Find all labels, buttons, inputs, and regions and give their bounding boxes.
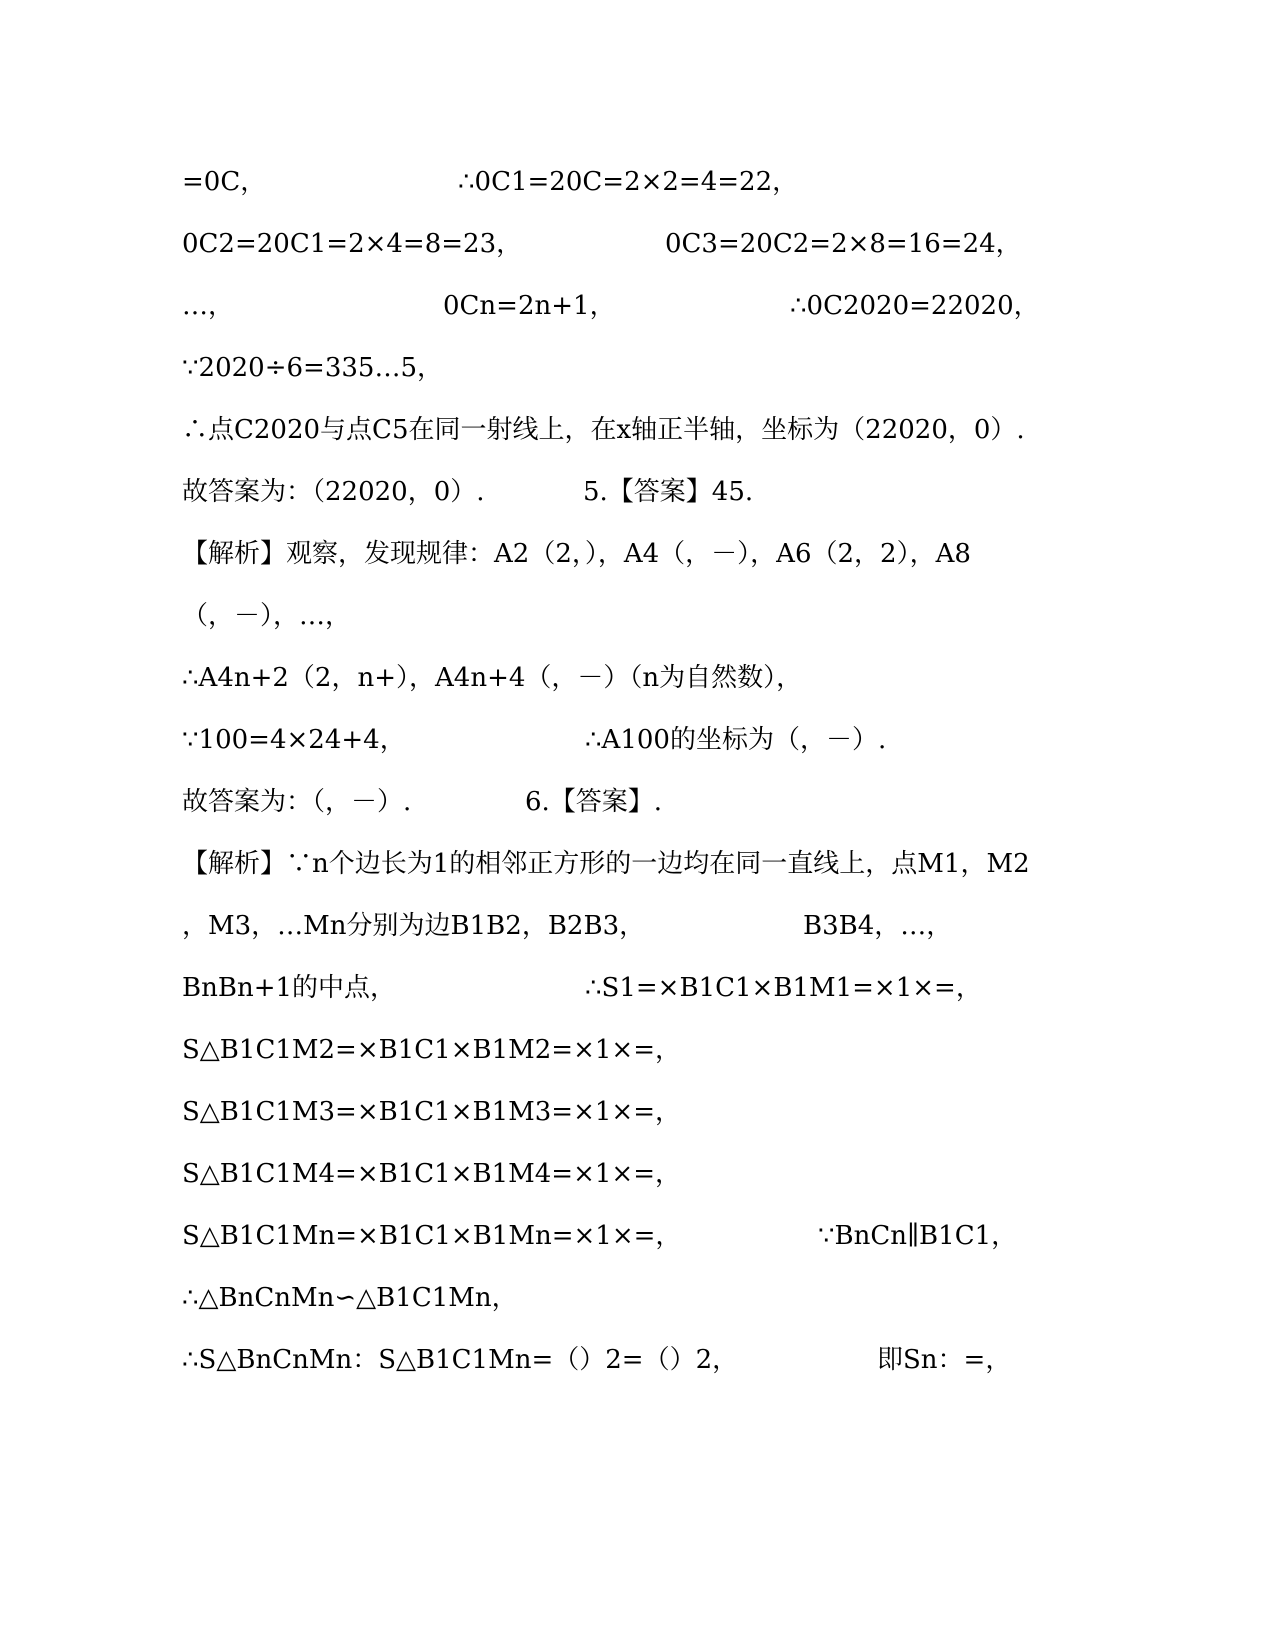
text-segment: …， — [182, 291, 235, 321]
text-segment: BnBn+1的中点， — [182, 973, 397, 1003]
text-line-13 — [0, 906, 1275, 946]
text-segment: ∴0C1=20C=2×2=4=22， — [458, 167, 799, 197]
text-segment: ∴S1=×B1C1×B1M1=×1×=， — [585, 973, 982, 1003]
text-segment: ∵BnCn∥B1C1， — [818, 1221, 1018, 1251]
text-segment: 0Cn=2n+1， — [443, 291, 616, 321]
text-segment: S△B1C1Mn=×B1C1×B1Mn=×1×=， — [182, 1221, 682, 1251]
text-segment: 【解析】观察，发现规律：A2（2，），A4（，－），A6（2，2），A8 — [182, 539, 971, 569]
text-segment: （，－），…， — [182, 601, 352, 631]
text-line-6 — [0, 472, 1275, 512]
text-line-8 — [0, 596, 1275, 636]
text-line-1 — [0, 162, 1275, 202]
text-segment: S△B1C1M4=×B1C1×B1M4=×1×=， — [182, 1159, 681, 1189]
text-segment: 0C3=20C2=2×8=16=24， — [665, 229, 1022, 259]
text-segment: 6.【答案】. — [525, 787, 663, 817]
text-line-14 — [0, 968, 1275, 1008]
text-line-20 — [0, 1340, 1275, 1380]
text-segment: 故答案为：（，－）. — [182, 787, 412, 817]
text-segment: 即Sn：=， — [877, 1345, 1012, 1375]
text-segment: ∴A4n+2（2，n+），A4n+4（，－）（n为自然数）， — [182, 663, 803, 693]
text-line-15 — [0, 1030, 1275, 1070]
text-segment: ∴A100的坐标为（，－）. — [585, 725, 887, 755]
text-line-17 — [0, 1154, 1275, 1194]
text-line-12 — [0, 844, 1275, 884]
text-line-19 — [0, 1278, 1275, 1318]
text-segment: 5.【答案】45. — [583, 477, 754, 507]
text-segment: B3B4，…， — [803, 911, 953, 941]
text-line-7 — [0, 534, 1275, 574]
text-segment: 故答案为：（22020，0）. — [182, 477, 485, 507]
text-line-10 — [0, 720, 1275, 760]
text-line-2 — [0, 224, 1275, 264]
text-line-11 — [0, 782, 1275, 822]
text-segment: =0C， — [182, 167, 267, 197]
text-segment: ∴S△BnCnMn：S△B1C1Mn=（）2=（）2， — [182, 1345, 739, 1375]
text-line-16 — [0, 1092, 1275, 1132]
text-line-4 — [0, 348, 1275, 388]
text-segment: ，M3，…Mn分别为边B1B2，B2B3， — [182, 911, 646, 941]
text-segment: S△B1C1M2=×B1C1×B1M2=×1×=， — [182, 1035, 681, 1065]
text-line-3 — [0, 286, 1275, 326]
text-segment: 【解析】∵n个边长为1的相邻正方形的一边均在同一直线上，点M1，M2 — [182, 849, 1030, 879]
text-segment: ∴点C2020与点C5在同一射线上，在x轴正半轴，坐标为（22020，0）. — [182, 415, 1025, 445]
text-segment: ∵2020÷6=335…5， — [182, 353, 443, 383]
text-segment: ∴0C2020=22020， — [790, 291, 1040, 321]
text-segment: ∵100=4×24+4， — [182, 725, 406, 755]
text-line-5 — [0, 410, 1275, 450]
text-line-9 — [0, 658, 1275, 698]
text-segment: ∴△BnCnMn∽△B1C1Mn， — [182, 1283, 518, 1313]
text-line-18 — [0, 1216, 1275, 1256]
text-segment: 0C2=20C1=2×4=8=23， — [182, 229, 523, 259]
text-segment: S△B1C1M3=×B1C1×B1M3=×1×=， — [182, 1097, 681, 1127]
